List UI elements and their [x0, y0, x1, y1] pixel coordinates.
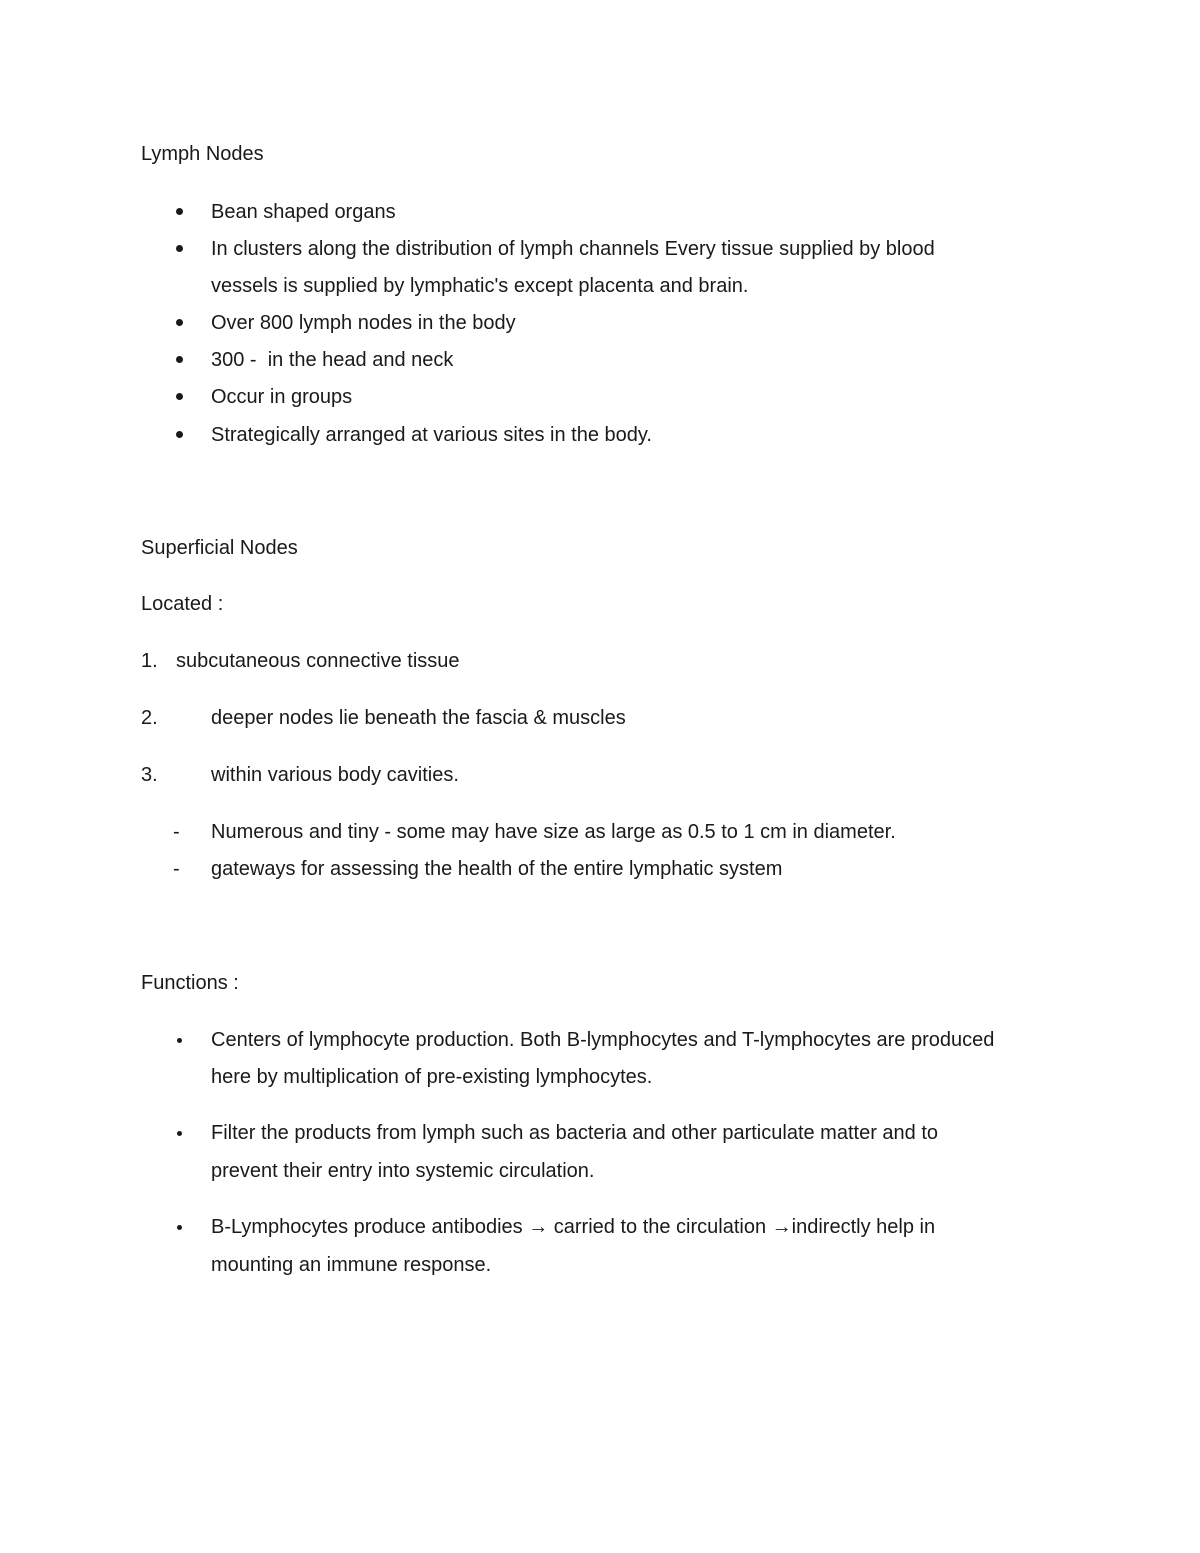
- list-item-text: In clusters along the distribution of lymph channels Every tissue supplied by blood: [211, 238, 935, 260]
- list-item-text: Filter the products from lymph such as bacteria and other particulate matter and to: [211, 1122, 939, 1144]
- list-item-text: 300 - in the head and neck: [211, 349, 454, 371]
- list-item-text: deeper nodes lie beneath the fascia & muscles: [211, 707, 626, 729]
- list-item-text: Over 800 lymph nodes in the body: [211, 312, 516, 334]
- list-number: 1.: [141, 650, 158, 672]
- list-item-text: prevent their entry into systemic circulation.: [211, 1160, 595, 1182]
- dash-marker: -: [173, 821, 180, 843]
- bullet-icon: [177, 1225, 182, 1230]
- list-item-text: Occur in groups: [211, 386, 353, 408]
- list-item-text: Centers of lymphocyte production. Both B-lymphocytes and T-lymphocytes are produced: [211, 1029, 995, 1051]
- list-item-text: subcutaneous connective tissue: [176, 650, 460, 672]
- heading-functions: Functions :: [141, 972, 239, 994]
- bullet-icon: [176, 319, 183, 326]
- list-number: 3.: [141, 764, 158, 786]
- bullet-icon: [176, 393, 183, 400]
- heading-superficial-nodes: Superficial Nodes: [141, 537, 298, 559]
- list-item-text: vessels is supplied by lymphatic's except placenta and brain.: [211, 275, 749, 297]
- list-item-text: Strategically arranged at various sites in the body.: [211, 424, 652, 446]
- bullet-icon: [176, 356, 183, 363]
- bullet-icon: [177, 1131, 182, 1136]
- list-item-text: here by multiplication of pre-existing lymphocytes.: [211, 1066, 653, 1088]
- bullet-icon: [177, 1038, 182, 1043]
- bullet-icon: [176, 431, 183, 438]
- list-item-text: gateways for assessing the health of the entire lymphatic system: [211, 858, 783, 880]
- list-number: 2.: [141, 707, 158, 729]
- bullet-icon: [176, 208, 183, 215]
- list-item-text: Bean shaped organs: [211, 201, 396, 223]
- list-item-text: B-Lymphocytes produce antibodies → carried to the circulation →indirectly help in: [211, 1216, 936, 1238]
- located-label: Located :: [141, 593, 224, 615]
- list-item-text: within various body cavities.: [211, 764, 459, 786]
- heading-lymph-nodes: Lymph Nodes: [141, 143, 264, 165]
- bullet-icon: [176, 245, 183, 252]
- dash-marker: -: [173, 858, 180, 880]
- list-item-text: Numerous and tiny - some may have size as large as 0.5 to 1 cm in diameter.: [211, 821, 896, 843]
- list-item-text: mounting an immune response.: [211, 1254, 492, 1276]
